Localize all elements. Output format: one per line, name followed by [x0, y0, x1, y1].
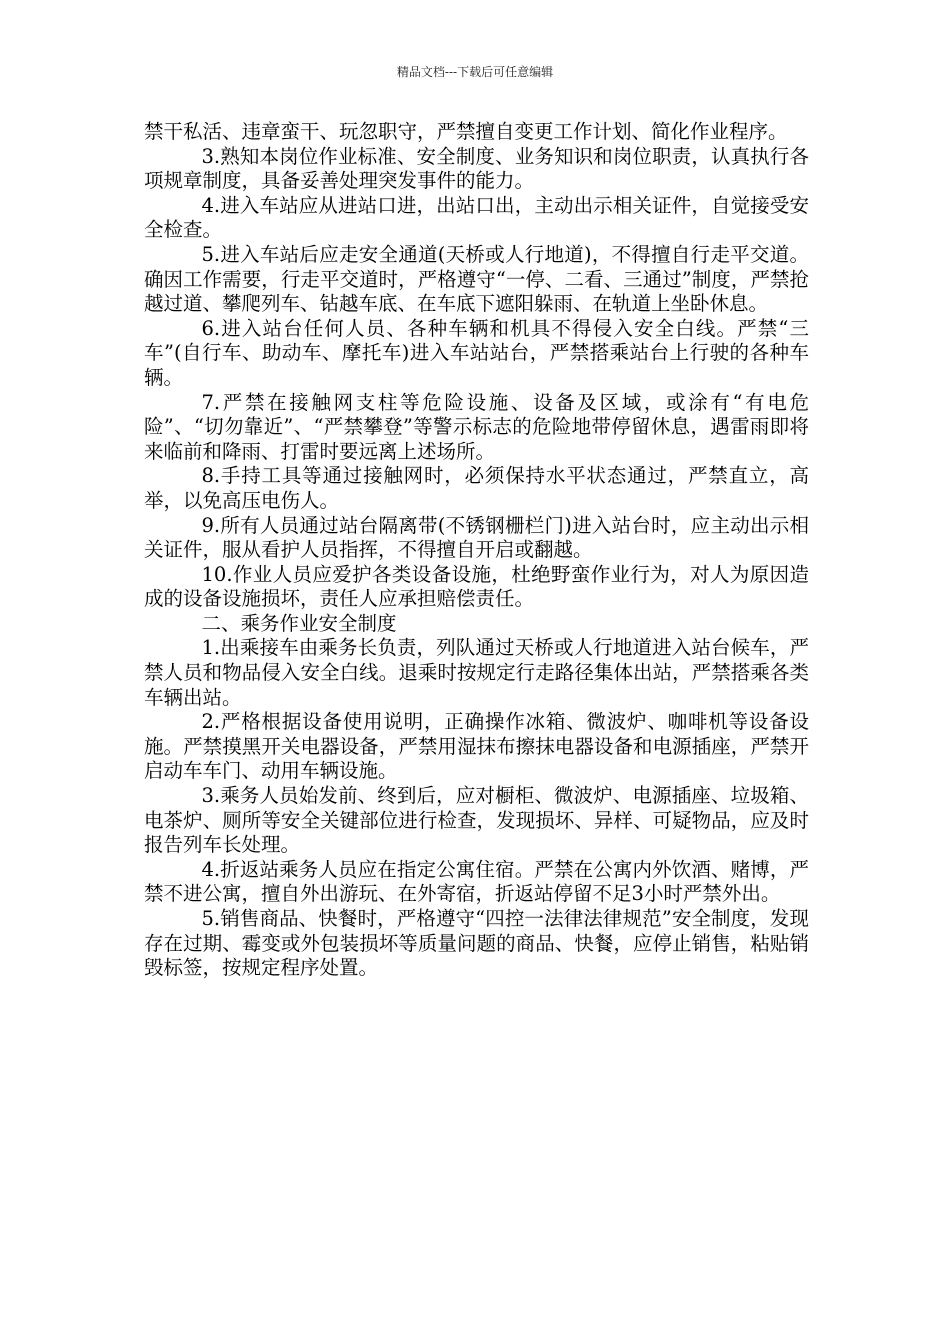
- paragraph-section2-item-5: 5.销售商品、快餐时，严格遵守“四控一法律法律规范”安全制度，发现存在过期、霉变或外包装损坏等质量问题的商品、快餐，应停止销售，粘贴销毁标签，按规定程序处置。: [144, 907, 809, 980]
- paragraph-continued: 禁干私活、违章蛮干、玩忽职守，严禁擅自变更工作计划、简化作业程序。: [144, 120, 788, 143]
- page-header: 精品文档---下载后可任意编辑: [396, 65, 554, 79]
- paragraph-item-7: 7.严禁在接触网支柱等危险设施、设备及区域，或涂有“有电危险”、“切勿靠近”、“严禁攀登”等警示标志的危险地带停留休息，遇雷雨即将来临前和降雨、打雷时要远离上述场所。: [144, 390, 809, 463]
- paragraph-item-4: 4.进入车站应从进站口进，出站口出，主动出示相关证件，自觉接受安全检查。: [144, 193, 809, 242]
- paragraph-item-9: 9.所有人员通过站台隔离带(不锈钢栅栏门)进入站台时，应主动出示相关证件，服从看护人员指挥，不得擅自开启或翻越。: [144, 513, 809, 562]
- section-heading: 二、乘务作业安全制度: [201, 611, 397, 635]
- paragraph-item-10: 10.作业人员应爱护各类设备设施，杜绝野蛮作业行为，对人为原因造成的设备设施损坏，责任人应承担赔偿责任。: [144, 562, 809, 611]
- paragraph-item-6: 6.进入站台任何人员、各种车辆和机具不得侵入安全白线。严禁“三车”(自行车、助动车、摩托车)进入车站站台，严禁搭乘站台上行驶的各种车辆。: [144, 316, 809, 389]
- paragraph-item-5: 5.进入车站后应走安全通道(天桥或人行地道)，不得擅自行走平交道。确因工作需要，行走平交道时，严格遵守“一停、二看、三通过”制度，严禁抢越过道、攀爬列车、钻越车底、在车底下遮阳躲雨、在轨道上坐卧休息。: [144, 242, 809, 316]
- paragraph-section2-item-3: 3.乘务人员始发前、终到后，应对橱柜、微波炉、电源插座、垃圾箱、电茶炉、厕所等安全关键部位进行检查，发现损坏、异样、可疑物品，应及时报告列车长处理。: [144, 784, 809, 857]
- paragraph-section2-item-4: 4.折返站乘务人员应在指定公寓住宿。严禁在公寓内外饮酒、赌博，严禁不进公寓，擅自外出游玩、在外寄宿，折返站停留不足3小时严禁外出。: [144, 857, 809, 906]
- paragraph-item-8: 8.手持工具等通过接触网时，必须保持水平状态通过，严禁直立，高举，以免高压电伤人。: [144, 464, 809, 512]
- paragraph-section2-item-2: 2.严格根据设备使用说明，正确操作冰箱、微波炉、咖啡机等设备设施。严禁摸黑开关电器设备，严禁用湿抹布擦抹电器设备和电源插座，严禁开启动车车门、动用车辆设施。: [144, 710, 809, 783]
- document-body: [144, 120, 809, 981]
- paragraph-item-3: 3.熟知本岗位作业标准、安全制度、业务知识和岗位职责，认真执行各项规章制度，具备妥善处理突发事件的能力。: [144, 144, 809, 193]
- paragraph-section2-item-1: 1.出乘接车由乘务长负责，列队通过天桥或人行地道进入站台候车，严禁人员和物品侵入安全白线。退乘时按规定行走路径集体出站，严禁搭乘各类车辆出站。: [144, 636, 809, 709]
